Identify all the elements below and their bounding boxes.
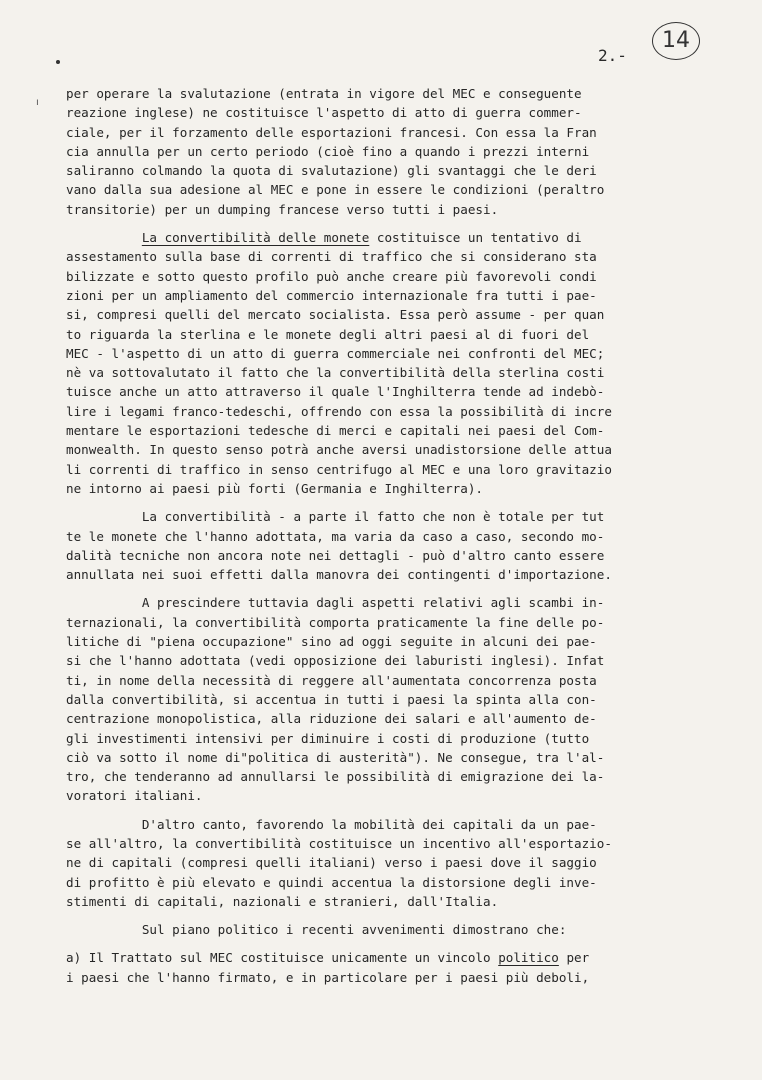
ink-dot bbox=[56, 60, 60, 64]
text-line: si che l'hanno adottata (vedi opposizione dei laburisti inglesi). Infat bbox=[66, 653, 605, 669]
paragraph bbox=[66, 815, 706, 911]
text-line: se all'altro, la convertibilità costituisce un incentivo all'esportazio- bbox=[66, 835, 612, 851]
text-line: lire i legami franco-tedeschi, offrendo con essa la possibilità di incre bbox=[66, 403, 612, 419]
text-span: per bbox=[558, 950, 590, 966]
text-line: dalità tecniche non ancora note nei dettagli - può d'altro canto essere bbox=[66, 547, 605, 563]
paragraph bbox=[66, 920, 706, 939]
text-line: centrazione monopolistica, alla riduzione dei salari e all'aumento de- bbox=[66, 711, 597, 727]
margin-tick: ı bbox=[36, 97, 39, 108]
paragraph bbox=[66, 948, 706, 987]
text-line: tuisce anche un atto attraverso il quale l'Inghilterra tende ad indebò- bbox=[66, 384, 605, 400]
text-line: mentare le esportazioni tedesche di merci e capitali nei paesi del Com- bbox=[66, 423, 605, 439]
text-line: ne di capitali (compresi quelli italiani) verso i paesi dove il saggio bbox=[66, 855, 597, 871]
text-line: voratori italiani. bbox=[66, 788, 203, 804]
text-line: stimenti di capitali, nazionali e stranieri, dall'Italia. bbox=[66, 893, 499, 909]
text-line: te le monete che l'hanno adottata, ma varia da caso a caso, secondo mo- bbox=[66, 528, 605, 544]
text-line: nè va sottovalutato il fatto che la convertibilità della sterlina costi bbox=[66, 365, 605, 381]
text-line: zioni per un ampliamento del commercio internazionale fra tutti i pae- bbox=[66, 287, 597, 303]
text-line: monwealth. In questo senso potrà anche aversi unadistorsione delle attua bbox=[66, 442, 612, 458]
document-body bbox=[66, 84, 706, 987]
text-line: A prescindere tuttavia dagli aspetti relativi agli scambi in- bbox=[66, 595, 605, 611]
text-line: ciò va sotto il nome di"politica di austerità"). Ne consegue, tra l'al- bbox=[66, 749, 605, 765]
paragraph bbox=[66, 593, 706, 805]
text-line: per operare la svalutazione (entrata in vigore del MEC e conseguente bbox=[66, 86, 582, 101]
text-line: transitorie) per un dumping francese verso tutti i paesi. bbox=[66, 201, 499, 217]
text-line: annullata nei suoi effetti dalla manovra dei contingenti d'importazione. bbox=[66, 567, 612, 583]
text-line: cia annulla per un certo periodo (cioè fino a quando i prezzi interni bbox=[66, 143, 590, 159]
text-line: dalla convertibilità, si accentua in tutti i paesi la spinta alla con- bbox=[66, 691, 597, 707]
text-line: D'altro canto, favorendo la mobilità dei capitali da un pae- bbox=[66, 816, 597, 832]
text-line bbox=[66, 948, 706, 967]
text-span: a) Il Trattato sul MEC costituisce unicamente un vincolo bbox=[66, 950, 499, 966]
text-span: costituisce un tentativo di bbox=[369, 230, 582, 246]
text-line: bilizzate e sotto questo profilo può anche creare più favorevoli condi bbox=[66, 268, 597, 284]
paragraph bbox=[66, 84, 706, 219]
paragraph bbox=[66, 228, 706, 498]
text-line: La convertibilità - a parte il fatto che non è totale per tut bbox=[66, 509, 605, 525]
page-number: 2.- bbox=[598, 46, 627, 65]
text-line: ti, in nome della necessità di reggere all'aumentata concorrenza posta bbox=[66, 672, 597, 688]
text-line: assestamento sulla base di correnti di traffico che si considerano sta bbox=[66, 249, 597, 265]
text-line: to riguarda la sterlina e le monete degli altri paesi al di fuori del bbox=[66, 326, 590, 342]
paragraph bbox=[66, 507, 706, 584]
text-line: vano dalla sua adesione al MEC e pone in essere le condizioni (peraltro bbox=[66, 182, 605, 198]
text-line: MEC - l'aspetto di un atto di guerra commerciale nei confronti del MEC; bbox=[66, 345, 605, 361]
text-line: litiche di "piena occupazione" sino ad oggi seguite in alcuni dei pae- bbox=[66, 634, 597, 650]
text-line: ternazionali, la convertibilità comporta praticamente la fine delle po- bbox=[66, 614, 605, 630]
text-line: i paesi che l'hanno firmato, e in particolare per i paesi più deboli, bbox=[66, 969, 590, 985]
text-line: li correnti di traffico in senso centrifugo al MEC e una loro gravitazio bbox=[66, 461, 612, 477]
text-line: di profitto è più elevato e quindi accentua la distorsione degli inve- bbox=[66, 874, 597, 890]
text-line: reazione inglese) ne costituisce l'aspetto di atto di guerra commer- bbox=[66, 105, 582, 121]
text-line bbox=[66, 228, 706, 247]
text-line: si, compresi quelli del mercato socialista. Essa però assume - per quan bbox=[66, 307, 605, 323]
text-line: tro, che tenderanno ad annullarsi le possibilità di emigrazione dei la- bbox=[66, 769, 605, 785]
text-line: ne intorno ai paesi più forti (Germania e Inghilterra). bbox=[66, 480, 484, 496]
text-line: ciale, per il forzamento delle esportazioni francesi. Con essa la Fran bbox=[66, 124, 597, 140]
text-line: gli investimenti intensivi per diminuire i costi di produzione (tutto bbox=[66, 730, 590, 746]
handwritten-page-number: 14 bbox=[652, 22, 700, 60]
text-line: saliranno colmando la quota di svalutazione) gli svantaggi che le deri bbox=[66, 163, 597, 179]
underlined-word: politico bbox=[498, 950, 559, 966]
text-line: Sul piano politico i recenti avvenimenti dimostrano che: bbox=[66, 922, 567, 938]
underlined-phrase: La convertibilità delle monete bbox=[141, 230, 370, 246]
